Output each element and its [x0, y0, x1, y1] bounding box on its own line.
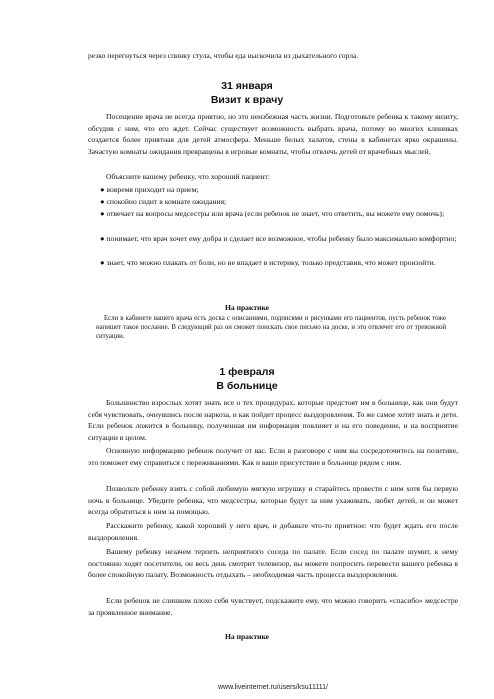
paragraph: Вашему ребенку незачем терпеть неприятного соседа по палате. Если сосед по палате шумит, к нему постоянно ходят посетители, он весь день смотрит телевизор, вы можете попросить перевести вашего ребенка в более спокойную палату. Возможность отдыхать – необходимая часть процесса выздоровления.	[88, 547, 458, 580]
paragraph: Позвольте ребенку взять с собой любимую мягкую игрушку и старайтесь провести с ним хотя бы первую ночь в больнице. Убедите ребенка, что медсестры, которые будут за ним ухаживать, любят детей, и он может всегда обратиться к ним за помощью.	[88, 484, 458, 517]
paragraph: Большинство взрослых хотят знать все о тех процедурах, которые предстоят им в больнице, как они будут себя чувствовать, очнувшись после наркоза, и как пойдет процесс выздоровления. То же самое хотят знать и дети. Если ребенок ложится в больницу, полученная им информация повлияет и на его поведение, и на восприятие ситуации в целом.	[88, 398, 458, 442]
section-title-hospital: В больнице	[216, 380, 278, 392]
bullet-item: ● вовремя приходит на прием;	[100, 185, 199, 194]
paragraph: Объясните вашему ребенку, что хороший пациент:	[106, 172, 270, 181]
bullet-item: ● отвечает на вопросы медсестры или врача (если ребенок не знает, что ответить, вы можете ему помочь);	[100, 209, 445, 218]
bullet-item: ● понимает, что врач хочет ему добра и сделает все возможное, чтобы ребенку было максимально комфортно;	[100, 234, 457, 243]
paragraph: Посещение врача не всегда приятно, но это неизбежная часть жизни. Подготовьте ребенка к такому визиту, обсудив с ним, что его ждет. Сейчас существует возможность выбрать врача, потому во многих клиниках создается более приятная для детей атмосфера. Меньше белых халатов, стены в кабинетах ярко окрашены. Зачастую комнаты ожидания превращены в игровые комнаты, чтобы отвлечь детей от врачебных мыслей.	[88, 112, 458, 156]
source-url-watermark: www.liveinternet.ru/users/ksu11111/	[218, 684, 328, 691]
continued-text-line: резко перегнуться через спинку стула, чтобы еда выскочила из дыхательного горла.	[88, 51, 359, 60]
practice-heading: На практике	[224, 303, 270, 312]
section-date-january-31: 31 января	[221, 80, 273, 92]
section-title-doctor-visit: Визит к врачу	[210, 94, 284, 106]
bullet-item: ● спокойно сидит в комнате ожидания;	[100, 197, 227, 206]
practice-text: Если в кабинете вашего врача есть доска с описаниями, подписями и рисунками его пациентов, пусть ребенок тоже напишет такое послание. В следующий раз он сможет поискать свое письмо на доске, и это отвлечет его от тревожной ситуации.	[96, 315, 446, 340]
paragraph: Основную информацию ребенок получит от вас. Если в разговоре с ним вы сосредоточитесь на позитиве, это поможет ему справиться с переживаниями. Как и ваше присутствие в больнице рядом с ним.	[88, 446, 458, 467]
paragraph: Если ребенок не слишком плохо себя чувствует, подскажите ему, что можно говорить «спасибо» медсестре за проявленное внимание.	[88, 596, 458, 617]
bullet-item: ● знает, что можно плакать от боли, но не впадает в истерику, только представив, что может произойти.	[100, 258, 436, 267]
section-date-february-1: 1 февраля	[219, 366, 275, 378]
practice-heading: На практике	[224, 632, 270, 641]
paragraph: Расскажите ребенку, какой хороший у него врач, и добавьте что-то приятное: что будет ждать его после выздоровления.	[88, 521, 458, 542]
